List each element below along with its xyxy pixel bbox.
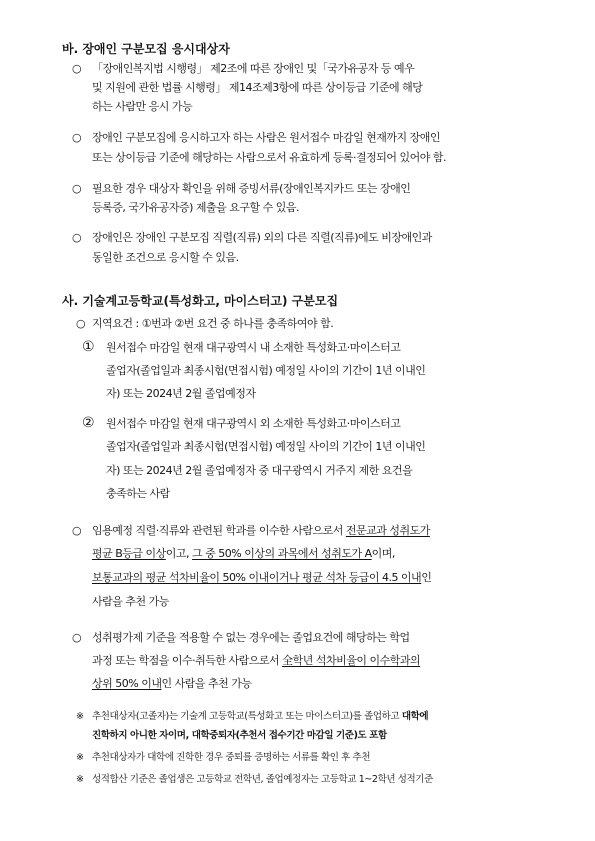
text-line: 하는 사람만 응시 가능 (92, 100, 193, 113)
text-line: 필요한 경우 대상자 확인을 위해 증빙서류(장애인복지카드 또는 장애인 (92, 182, 411, 195)
bullet-marker: ○ (72, 182, 82, 195)
item-number: ② (82, 415, 95, 431)
bullet-marker: ○ (72, 524, 82, 537)
text-line: 사람을 추천 가능 (92, 595, 169, 608)
bullet-marker: ○ (72, 62, 82, 75)
bullet-marker: ○ (72, 631, 82, 644)
text-line: 원서접수 마감일 현재 대구광역시 내 소재한 특성화고·마이스터고 (106, 341, 401, 354)
text-line: 평균 B등급 이상이고, 그 중 50% 이상의 과목에서 성취도가 A이며, (92, 547, 395, 560)
text-line: 자) 또는 2024년 2월 졸업예정자 (106, 387, 256, 400)
text-line: 상위 50% 이내인 사람을 추천 가능 (92, 677, 252, 690)
text-line: 또는 상이등급 기준에 해당하는 사람으로서 유효하게 등록·결정되어 있어야 함. (92, 151, 446, 164)
text-line: 성취평가제 기준을 적용할 수 없는 경우에는 졸업요건에 해당하는 학업 (92, 631, 410, 644)
note-line: 성적합산 기준은 졸업생은 고등학교 전학년, 졸업예정자는 고등학교 1~2학년 성적기준 (92, 774, 433, 785)
text-line: 동일한 조건으로 응시할 수 있음. (92, 251, 239, 264)
note-line: 추천대상자(고졸자)는 기술계 고등학교(특성화고 또는 마이스터고)를 졸업하고 대학에 (92, 711, 429, 722)
text-line: 졸업자(졸업일과 최종시험(면접시험) 예정일 사이의 기간이 1년 이내인 (106, 440, 426, 453)
text-line: 졸업자(졸업일과 최종시험(면접시험) 예정일 사이의 기간이 1년 이내인 (106, 364, 426, 377)
note-line: 추천대상자가 대학에 진학한 경우 중퇴를 증명하는 서류를 확인 후 추천 (92, 752, 371, 763)
text-line: 및 지원에 관한 법률 시행령」 제14조제3항에 따른 상이등급 기준에 해당 (92, 81, 423, 94)
note-marker: ※ (76, 711, 84, 722)
section-heading-technical-highschool: 사. 기술계고등학교(특성화고, 마이스터고) 구분모집 (62, 294, 339, 308)
text-line: 원서접수 마감일 현재 대구광역시 외 소재한 특성화고·마이스터고 (106, 417, 401, 430)
text-line: 임용예정 직렬·직류와 관련된 학과를 이수한 사람으로서 전문교과 성취도가 (92, 524, 430, 537)
underlined-text: 평균 B등급 이상 (92, 547, 166, 560)
text-line: 충족하는 사람 (106, 487, 170, 500)
text-line: 보통교과의 평균 석차비율이 50% 이내이거나 평균 석차 등급이 4.5 이내인 (92, 571, 432, 584)
text-line: 과정 또는 학점을 이수·취득한 사람으로서 全학년 석차비율이 이수학과의 (92, 654, 421, 667)
text-line: 자) 또는 2024년 2월 졸업예정자 중 대구광역시 거주지 제한 요건을 (106, 464, 413, 477)
text-line: 장애인 구분모집에 응시하고자 하는 사람은 원서접수 마감일 현재까지 장애인 (92, 131, 441, 144)
bullet-marker: ○ (76, 317, 86, 330)
note-marker: ※ (76, 752, 84, 763)
bullet-marker: ○ (72, 131, 82, 144)
region-requirement: 지역요건 : ①번과 ②번 요건 중 하나를 충족하여야 함. (92, 317, 334, 330)
underlined-text: 그 중 50% 이상의 과목에서 성취도가 A (192, 547, 372, 560)
note-line: 진학하지 아니한 자이며, 대학중퇴자(추천서 접수기간 마감일 기준)도 포함 (92, 730, 387, 741)
item-number: ① (82, 339, 95, 355)
section-heading-disabled: 바. 장애인 구분모집 응시대상자 (62, 42, 230, 56)
text-line: 장애인은 장애인 구분모집 직렬(직류) 외의 다른 직렬(직류)에도 비장애인과 (92, 231, 432, 244)
note-marker: ※ (76, 774, 84, 785)
text-line: 등록증, 국가유공자증) 제출을 요구할 수 있음. (92, 201, 300, 214)
text-line: 「장애인복지법 시행령」 제2조에 따른 장애인 및「국가유공자 등 예우 (92, 62, 415, 75)
underlined-text: 全학년 석차비율이 이수학과의 (282, 654, 421, 667)
underlined-text: 보통교과의 평균 석차비율이 50% 이내이거나 평균 석차 등급이 4.5 이내 (92, 571, 422, 584)
underlined-text: 상위 50% 이내 (92, 677, 162, 690)
underlined-text: 전문교과 성취도가 (345, 524, 430, 537)
bullet-marker: ○ (72, 231, 82, 244)
